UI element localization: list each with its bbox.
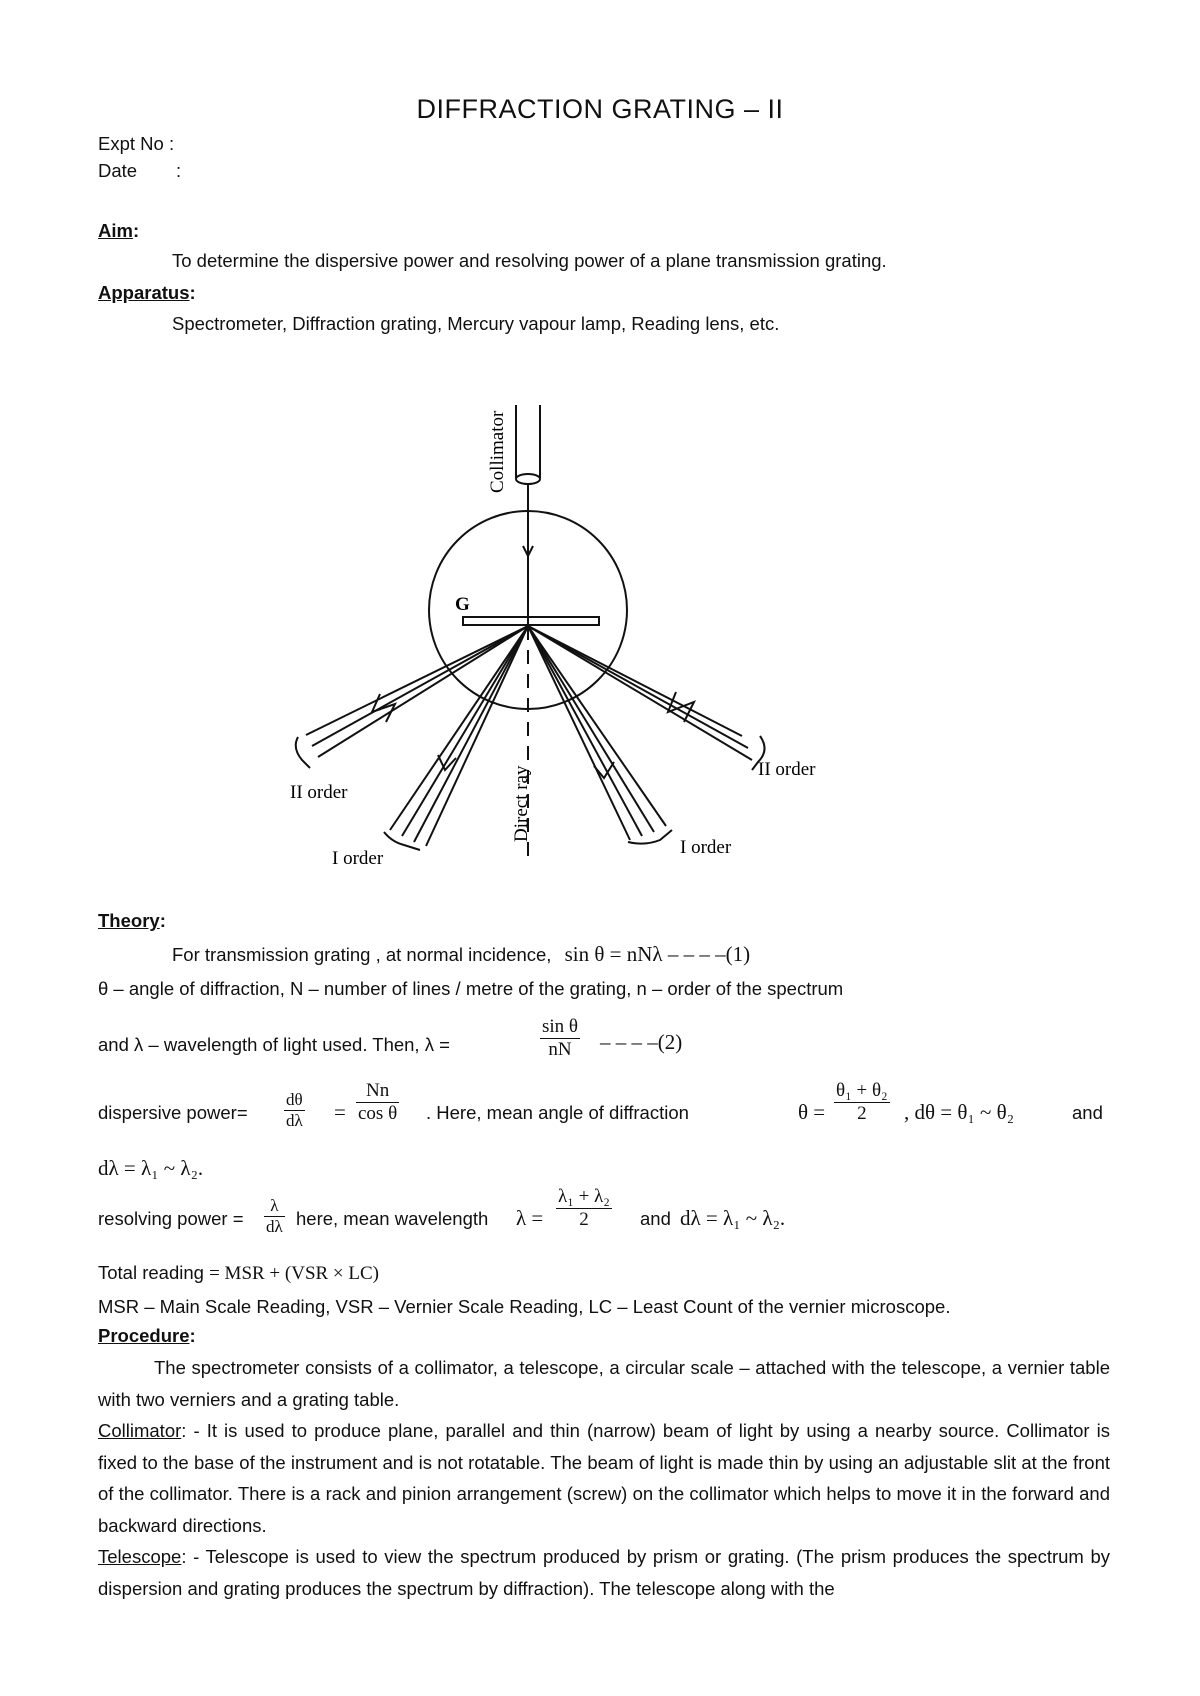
theory-line1-text: For transmission grating , at normal incidence, [172,944,552,965]
apparatus-heading: Apparatus [98,282,190,303]
dp-theta-denominator: 2 [834,1102,890,1125]
dp-text: . Here, mean angle of diffraction [426,1102,689,1123]
rp-lambda-fraction [556,1186,612,1231]
apparatus-colon: : [189,282,196,303]
telescope-text: : - Telescope is used to view the spectrum produced by prism or grating. (The prism produces the spectrum by dispersion and grating produces the spectrum by diffraction). The telescope along with the [98,1546,1110,1599]
rp-denominator: dλ [266,1217,283,1236]
left-second-order-rays [296,626,528,768]
aim-colon: : [132,220,140,241]
rp-fraction [264,1196,285,1237]
apparatus-text: Spectrometer, Diffraction grating, Mercury vapour lamp, Reading lens, etc. [172,313,780,334]
grating [463,617,599,625]
grating-diagram [0,400,1200,880]
dp-fraction [284,1090,305,1131]
rp-and: and [640,1208,671,1229]
aim-heading-row [98,220,139,242]
rp-text: here, mean wavelength [296,1208,489,1229]
equation-2-numerator: sin θ [542,1016,579,1037]
grating-label: G [455,594,470,615]
right-second-order-label: II order [758,759,816,780]
theory-line3: and λ – wavelength of light used. Then, λ = [98,1034,450,1055]
telescope-paragraph [98,1541,1110,1604]
dp-theta-eq: θ = [798,1100,826,1124]
aim-heading: Aim [98,220,133,241]
expt-no-label: Expt No : [98,133,175,154]
theory-line2: θ – angle of diffraction, N – number of lines / metre of the grating, n – order of the spectrum [98,978,844,999]
dp-fraction-2 [356,1080,399,1125]
dp-denominator: dλ [286,1111,303,1130]
equation-1: sin θ = nNλ – – – –(1) [564,942,751,966]
right-first-order-label: I order [680,837,732,858]
procedure-heading: Procedure [98,1325,190,1346]
dp-theta-fraction [834,1080,890,1125]
equation-2-tail: – – – –(2) [600,1030,683,1054]
rp-dlambda: dλ = λ₁ ~ λ₂. [680,1206,786,1230]
page-title: DIFFRACTION GRATING – II [416,94,784,124]
left-second-order-label: II order [290,782,348,803]
total-reading-row [98,1262,379,1285]
collimator-text: : - It is used to produce plane, parallel and thin (narrow) beam of light by using a nearby source. Collimator is fixed to the base of the instrument and is not rotatable. The beam of light is made thin by using an adjustable slit at the front of the collimator. There is a rack and pinion arrangement (screw) on the collimator which helps to move it in the forward and backward directions. [98,1420,1110,1536]
direct-ray-label: Direct ray [511,765,532,842]
theory-heading: Theory [98,910,160,931]
equation-2-denominator: nN [540,1038,580,1061]
theory-colon: : [159,910,166,931]
rp-lambda-denominator: 2 [556,1208,612,1231]
collimator-heading: Collimator [98,1420,182,1441]
collimator-label: Collimator [487,410,508,493]
resolving-power-label: resolving power = [98,1208,244,1229]
dlambda-line: dλ = λ₁ ~ λ₂. [98,1156,204,1180]
procedure-colon: : [189,1325,196,1346]
rp-numerator: λ [270,1196,279,1215]
total-reading-label: Total reading [98,1262,204,1283]
procedure-intro: The spectrometer consists of a collimator, a telescope, a circular scale – attached with the telescope, a vernier table with two verniers and a grating table. [98,1357,1110,1410]
dp-numerator-2: Nn [365,1080,390,1101]
right-first-order-rays [528,626,672,844]
dp-theta-numerator: θ₁ + θ₂ [836,1080,888,1101]
dp-numerator: dθ [286,1090,303,1109]
dp-denominator-2: cos θ [358,1103,398,1124]
dp-dtheta: , dθ = θ₁ ~ θ₂ [904,1100,1015,1124]
procedure-heading-row [98,1325,196,1347]
dp-and: and [1072,1102,1103,1123]
telescope-heading: Telescope [98,1546,182,1567]
date-label: Date [98,160,138,181]
theory-line1 [172,942,750,967]
equation-2-fraction [540,1016,580,1061]
apparatus-heading-row [98,282,196,304]
collimator-lens [516,474,540,484]
aim-text: To determine the dispersive power and resolving power of a plane transmission grating. [172,250,887,271]
rp-lambda-eq: λ = [516,1206,544,1230]
theory-heading-row [98,910,166,932]
dp-equals: = [334,1100,346,1124]
left-first-order-rays [384,626,528,850]
total-reading-formula: = MSR + (VSR × LC) [209,1263,380,1284]
dispersive-power-label: dispersive power= [98,1102,248,1123]
collimator-paragraph [98,1415,1110,1541]
reading-legend: MSR – Main Scale Reading, VSR – Vernier Scale Reading, LC – Least Count of the vernier microscope. [98,1296,951,1317]
date-colon: : [176,160,182,181]
left-first-order-label: I order [332,848,384,869]
right-second-order-rays [528,626,765,770]
rp-lambda-numerator: λ₁ + λ₂ [558,1186,610,1207]
